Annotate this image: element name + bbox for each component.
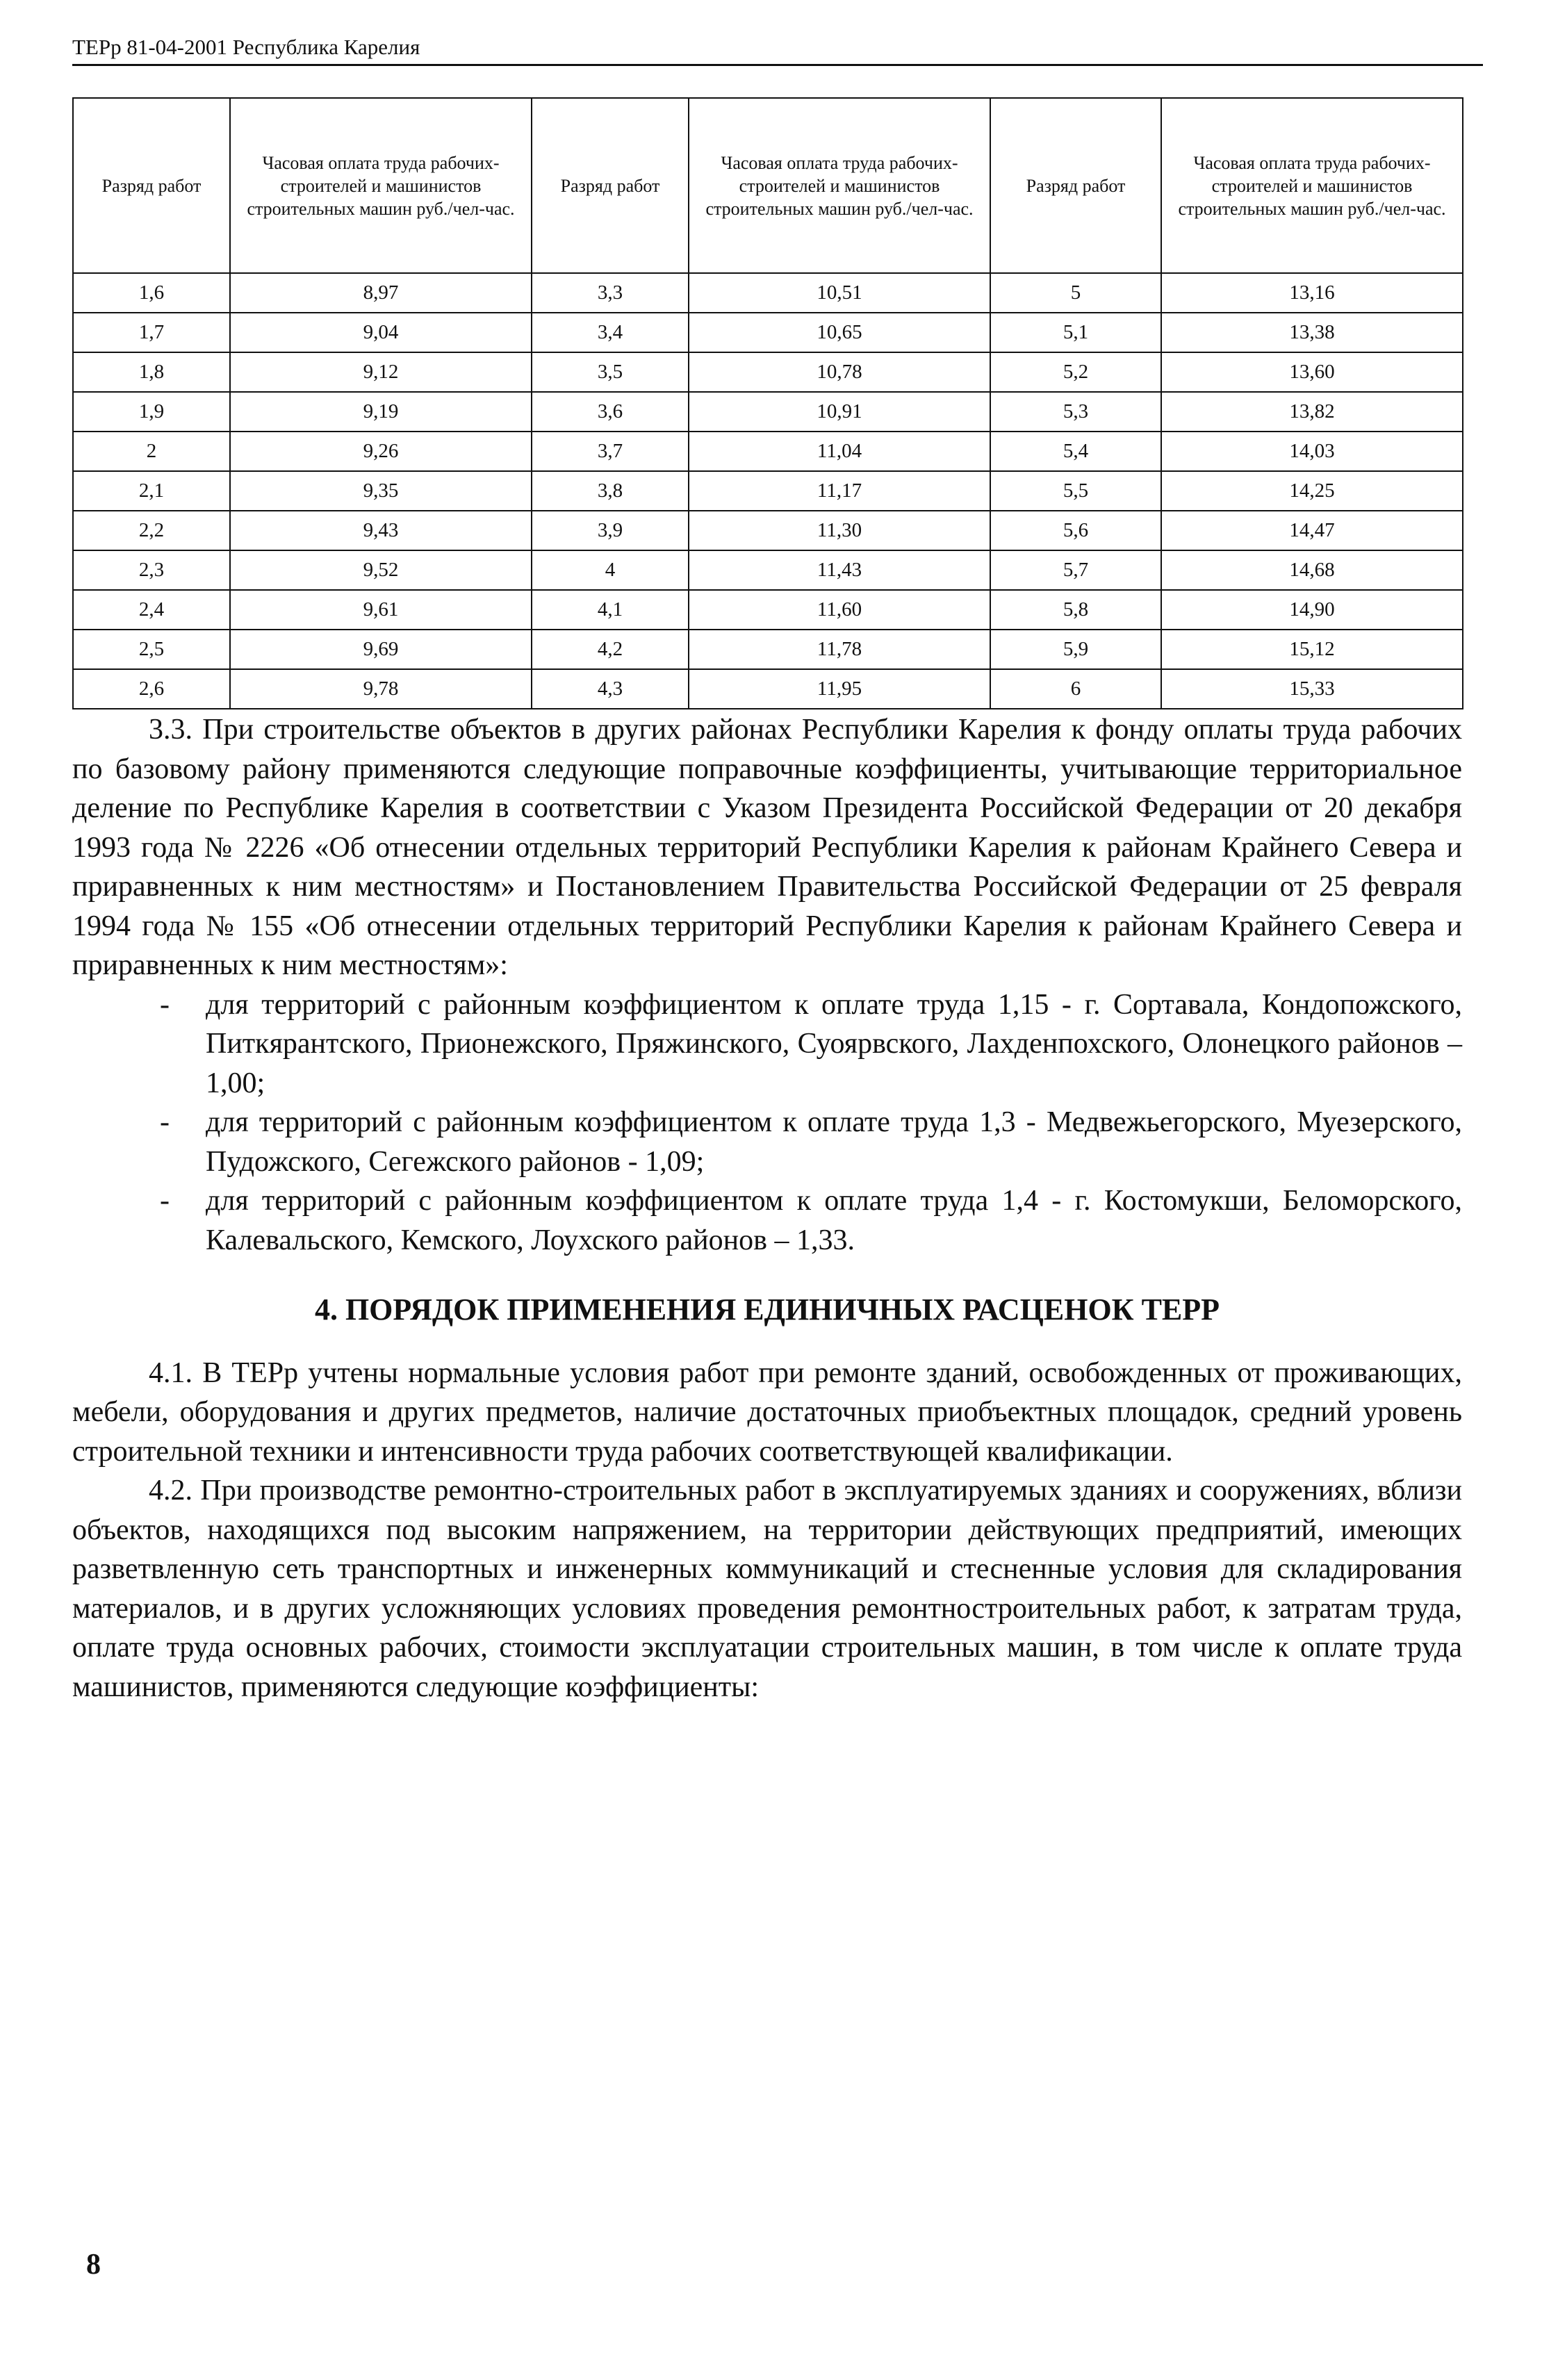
rate-cell: 10,91	[689, 392, 990, 432]
list-item-text: для территорий с районным коэффициентом к оплате труда 1,4 - г. Костомукши, Беломорского, Калевальского, Кемского, Лоухского районов – 1,33.	[206, 1185, 1462, 1256]
rate-cell: 9,26	[230, 432, 532, 471]
page-number: 8	[86, 2249, 101, 2281]
column-header-grade: Разряд работ	[990, 98, 1161, 273]
column-header-grade: Разряд работ	[73, 98, 230, 273]
list-dash: -	[160, 988, 170, 1021]
column-header-hourly-rate: Часовая оплата труда рабочих-строителей и машинистов строительных машин руб./чел-час.	[230, 98, 532, 273]
grade-cell: 3,4	[532, 313, 689, 352]
rate-cell: 10,51	[689, 273, 990, 313]
rate-cell: 8,97	[230, 273, 532, 313]
table-row	[73, 669, 1463, 709]
grade-cell: 5	[990, 273, 1161, 313]
grade-cell: 4,3	[532, 669, 689, 709]
list-item	[72, 1181, 1462, 1260]
grade-cell: 3,5	[532, 352, 689, 392]
rate-cell: 9,19	[230, 392, 532, 432]
table-row	[73, 550, 1463, 590]
rate-cell: 9,69	[230, 630, 532, 669]
grade-cell: 2	[73, 432, 230, 471]
rate-cell: 11,78	[689, 630, 990, 669]
column-header-grade: Разряд работ	[532, 98, 689, 273]
grade-cell: 2,1	[73, 471, 230, 511]
grade-cell: 3,7	[532, 432, 689, 471]
table-row	[73, 630, 1463, 669]
coefficient-list	[72, 985, 1462, 1261]
paragraph-3-3: 3.3. При строительстве объектов в других районах Республики Карелия к фонду оплаты труда рабочих по базовому району применяются следующие поправочные коэффициенты, учитывающие территориальное деление по Республике Карелия в соответствии с Указом Президента Российской Федерации от 20 декабря 1993 года № 2226 «Об отнесении отдельных территорий Республики Карелия к районам Крайнего Севера и приравненных к ним местностям» и Постановлением Правительства Российской Федерации от 25 февраля 1994 года № 155 «Об отнесении отдельных территорий Республики Карелия к районам Крайнего Севера и приравненных к ним местностям»:	[72, 714, 1462, 981]
rate-cell: 14,03	[1161, 432, 1463, 471]
rate-cell: 14,25	[1161, 471, 1463, 511]
rate-cell: 14,90	[1161, 590, 1463, 630]
rate-cell: 15,33	[1161, 669, 1463, 709]
rate-cell: 15,12	[1161, 630, 1463, 669]
grade-cell: 4	[532, 550, 689, 590]
page-header	[72, 33, 1483, 66]
rate-cell: 14,68	[1161, 550, 1463, 590]
table-row	[73, 392, 1463, 432]
table-body	[73, 273, 1463, 709]
rate-cell: 9,35	[230, 471, 532, 511]
grade-cell: 2,3	[73, 550, 230, 590]
grade-cell: 2,6	[73, 669, 230, 709]
column-header-hourly-rate: Часовая оплата труда рабочих-строителей и машинистов строительных машин руб./чел-час.	[689, 98, 990, 273]
table-row	[73, 313, 1463, 352]
grade-cell: 2,2	[73, 511, 230, 550]
rate-cell: 9,43	[230, 511, 532, 550]
grade-cell: 3,3	[532, 273, 689, 313]
grade-cell: 3,8	[532, 471, 689, 511]
grade-cell: 3,6	[532, 392, 689, 432]
rate-cell: 9,04	[230, 313, 532, 352]
list-dash: -	[160, 1185, 170, 1217]
grade-cell: 5,1	[990, 313, 1161, 352]
grade-cell: 3,9	[532, 511, 689, 550]
grade-cell: 5,9	[990, 630, 1161, 669]
rate-cell: 11,95	[689, 669, 990, 709]
rate-cell: 11,30	[689, 511, 990, 550]
rate-cell: 13,16	[1161, 273, 1463, 313]
table-row	[73, 590, 1463, 630]
list-dash: -	[160, 1106, 170, 1138]
grade-cell: 1,9	[73, 392, 230, 432]
rate-cell: 10,65	[689, 313, 990, 352]
grade-cell: 1,8	[73, 352, 230, 392]
grade-cell: 4,1	[532, 590, 689, 630]
list-item-text: для территорий с районным коэффициентом к оплате труда 1,3 - Медвежьегорского, Муезерского, Пудожского, Сегежского районов - 1,09;	[206, 1106, 1462, 1178]
table-header-row	[73, 98, 1463, 273]
grade-cell: 1,6	[73, 273, 230, 313]
list-item-text: для территорий с районным коэффициентом к оплате труда 1,15 - г. Сортавала, Кондопожского, Питкярантского, Прионежского, Пряжинского, Суоярвского, Лахденпохского, Олонецкого районов – 1,00;	[206, 988, 1462, 1099]
grade-cell: 5,4	[990, 432, 1161, 471]
rate-cell: 11,17	[689, 471, 990, 511]
rate-cell: 11,04	[689, 432, 990, 471]
document-title: ТЕРр 81-04-2001 Республика Карелия	[72, 35, 420, 59]
grade-cell: 5,5	[990, 471, 1161, 511]
paragraph-4-2: 4.2. При производстве ремонтно-строительных работ в эксплуатируемых зданиях и сооружениях, вблизи объектов, находящихся под высоким напряжением, на территории действующих предприятий, имеющих разветвленную сеть транспортных и инженерных коммуникаций и стесненные условия для складирования материалов, и в других усложняющих условиях проведения ремонтностроительных работ, к затратам труда, оплате труда основных рабочих, стоимости эксплуатации строительных машин, в том числе к оплате труда машинистов, применяются следующие коэффициенты:	[72, 1475, 1462, 1703]
grade-cell: 5,6	[990, 511, 1161, 550]
paragraph-4-1: 4.1. В ТЕРр учтены нормальные условия работ при ремонте зданий, освобожденных от проживающих, мебели, оборудования и других предметов, наличие достаточных приобъектных площадок, средний уровень строительной техники и интенсивности труда рабочих соответствующей квалификации.	[72, 1356, 1462, 1468]
body-text	[72, 710, 1462, 1707]
table-row	[73, 352, 1463, 392]
grade-cell: 5,8	[990, 590, 1161, 630]
grade-cell: 5,3	[990, 392, 1161, 432]
rate-cell: 13,38	[1161, 313, 1463, 352]
grade-cell: 6	[990, 669, 1161, 709]
grade-cell: 5,2	[990, 352, 1161, 392]
table-row	[73, 273, 1463, 313]
table-row	[73, 471, 1463, 511]
rate-cell: 11,43	[689, 550, 990, 590]
rate-cell: 13,60	[1161, 352, 1463, 392]
list-item	[72, 1103, 1462, 1181]
section-4-title: 4. ПОРЯДОК ПРИМЕНЕНИЯ ЕДИНИЧНЫХ РАСЦЕНОК ТЕРР	[314, 1292, 1220, 1327]
grade-cell: 5,7	[990, 550, 1161, 590]
grade-cell: 4,2	[532, 630, 689, 669]
rate-cell: 9,12	[230, 352, 532, 392]
rate-cell: 9,52	[230, 550, 532, 590]
rate-cell: 9,61	[230, 590, 532, 630]
rate-cell: 11,60	[689, 590, 990, 630]
table-row	[73, 432, 1463, 471]
rate-cell: 10,78	[689, 352, 990, 392]
grade-cell: 2,5	[73, 630, 230, 669]
rate-cell: 9,78	[230, 669, 532, 709]
grade-cell: 1,7	[73, 313, 230, 352]
rate-cell: 13,82	[1161, 392, 1463, 432]
rate-cell: 14,47	[1161, 511, 1463, 550]
table-row	[73, 511, 1463, 550]
list-item	[72, 985, 1462, 1103]
column-header-hourly-rate: Часовая оплата труда рабочих-строителей и машинистов строительных машин руб./чел-час.	[1161, 98, 1463, 273]
wage-rate-table	[72, 97, 1463, 709]
grade-cell: 2,4	[73, 590, 230, 630]
